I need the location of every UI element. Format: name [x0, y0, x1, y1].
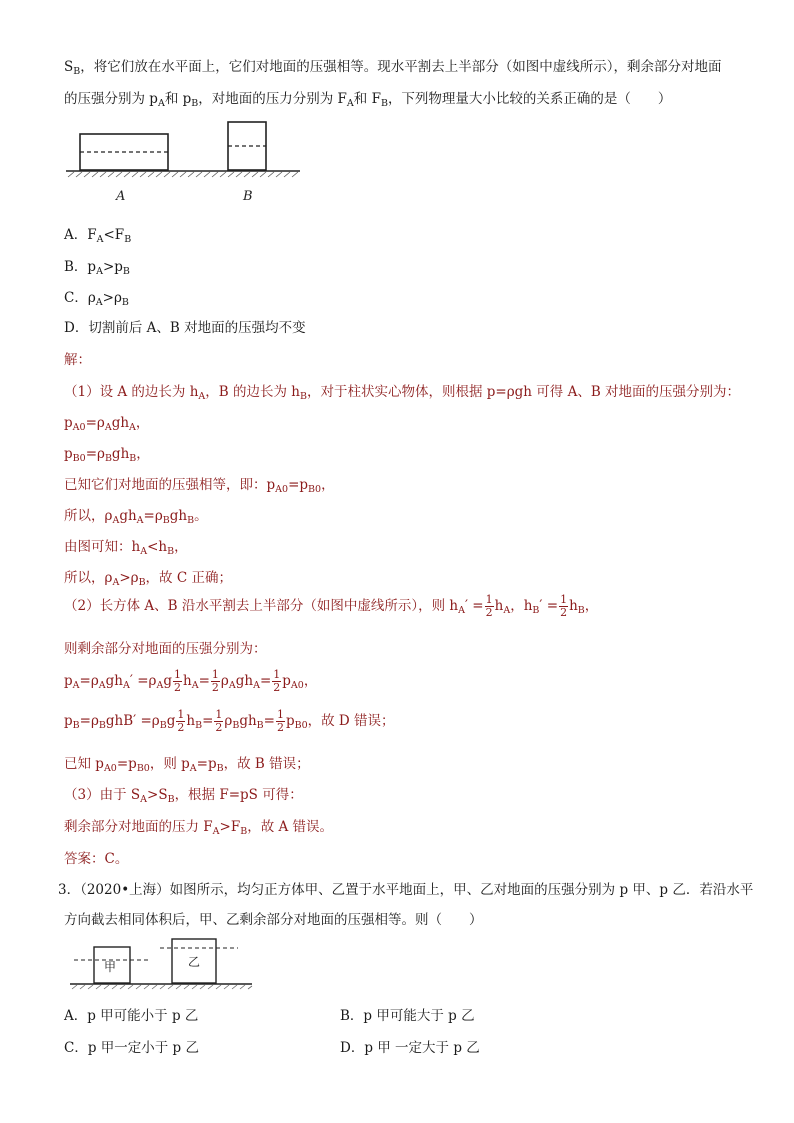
solution-step2: （2）长方体 A、B 沿水平割去上半部分（如图中虚线所示），则 $h_A'$ = $\frac{1}{2}$ $h_A$，$h_B'$ = $\frac{1}{2}$ $h_B$， — [64, 593, 599, 619]
label-b: B — [243, 189, 253, 204]
q3-option-b[interactable]: B．p 甲可能大于 p 乙 — [340, 1008, 475, 1024]
q2-option-c[interactable]: C．$\rho_A>\rho_B$ — [64, 290, 129, 308]
solution-label: 解： — [64, 352, 91, 368]
solution-pa-formula: $p_A=\rho_Agh_A' =\rho_Ag$ $\frac{1}{2}$ $h_A=$ $\frac{1}{2}$ $\rho_Agh_A=$ $\frac{1}{2}$ $p_{A0}$， — [64, 668, 318, 694]
solution-step1: （1）设 A 的边长为 $h_A$，B 的边长为 $h_B$，对于柱状实心物体，则根据 p=ρgh 可得 A、B 对地面的压强分别为： — [64, 384, 741, 402]
solution-c-correct: 所以，$\rho_A>\rho_B$，故 C 正确； — [64, 570, 232, 588]
q2-option-a[interactable]: A．$F_A<F_B$ — [64, 227, 132, 245]
solution-pb-formula: $p_B=\rho_BghB' =\rho_Bg$ $\frac{1}{2}$ $h_B=$ $\frac{1}{2}$ $\rho_Bgh_B=$ $\frac{1}{2}$ $p_{B0}$，故 D 错误； — [64, 708, 395, 734]
q2-option-d[interactable]: D．切割前后 A、B 对地面的压强均不变 — [64, 320, 306, 336]
q3-option-d[interactable]: D．p 甲 一定大于 p 乙 — [340, 1040, 480, 1056]
solution-so-equal: 所以，$\rho_Agh_A=\rho_Bgh_B$。 — [64, 508, 208, 526]
solution-pa0: $p_{A0}=\rho_Agh_A$， — [64, 415, 150, 433]
label-jia: 甲 — [104, 960, 117, 974]
q2-figure — [60, 118, 310, 210]
q3-stem-line2: 方向截去相同体积后，甲、乙剩余部分对地面的压强相等。则（ ） — [64, 912, 483, 928]
solution-step3: （3）由于 $S_A>S_B$，根据 F=pS 可得： — [64, 787, 303, 805]
q3-stem-line1: 3．（2020•上海）如图所示，均匀正方体甲、乙置于水平地面上，甲、乙对地面的压强分别为 p 甲、p 乙．若沿水平 — [58, 882, 754, 898]
solution-remaining-pressure: 则剩余部分对地面的压强分别为： — [64, 641, 267, 657]
solution-a-wrong: 剩余部分对地面的压力 $F_A>F_B$，故 A 错误。 — [64, 819, 334, 837]
q3-option-a[interactable]: A．p 甲可能小于 p 乙 — [64, 1008, 199, 1024]
q3-ground-hatch — [72, 985, 252, 989]
q2-stem-line1: $S_B$，将它们放在水平面上，它们对地面的压强相等。现水平割去上半部分（如图中虚线所示），剩余部分对地面 — [64, 59, 722, 77]
solution-equal-pressure: 已知它们对地面的压强相等，即：$p_{A0}=p_{B0}$， — [64, 477, 335, 495]
q3-figure — [66, 933, 256, 993]
q2-option-b[interactable]: B．$p_A>p_B$ — [64, 259, 130, 277]
solution-pb0: $p_{B0}=\rho_Bgh_B$， — [64, 446, 150, 464]
q3-option-c[interactable]: C．p 甲一定小于 p 乙 — [64, 1040, 199, 1056]
label-yi: 乙 — [188, 955, 201, 969]
solution-from-figure: 由图可知：$h_A<h_B$， — [64, 539, 188, 557]
solution-b-wrong: 已知 $p_{A0}=p_{B0}$，则 $p_A=p_B$，故 B 错误； — [64, 756, 310, 774]
q2-stem-line2: 的压强分别为 $p_A$和 $p_B$，对地面的压力分别为 $F_A$和 $F_B$，下列物理量大小比较的关系正确的是（ ） — [64, 91, 672, 109]
solution-answer: 答案：C。 — [64, 851, 129, 867]
block-b — [228, 122, 266, 170]
label-a: A — [116, 189, 126, 204]
ground-hatch — [68, 172, 298, 177]
